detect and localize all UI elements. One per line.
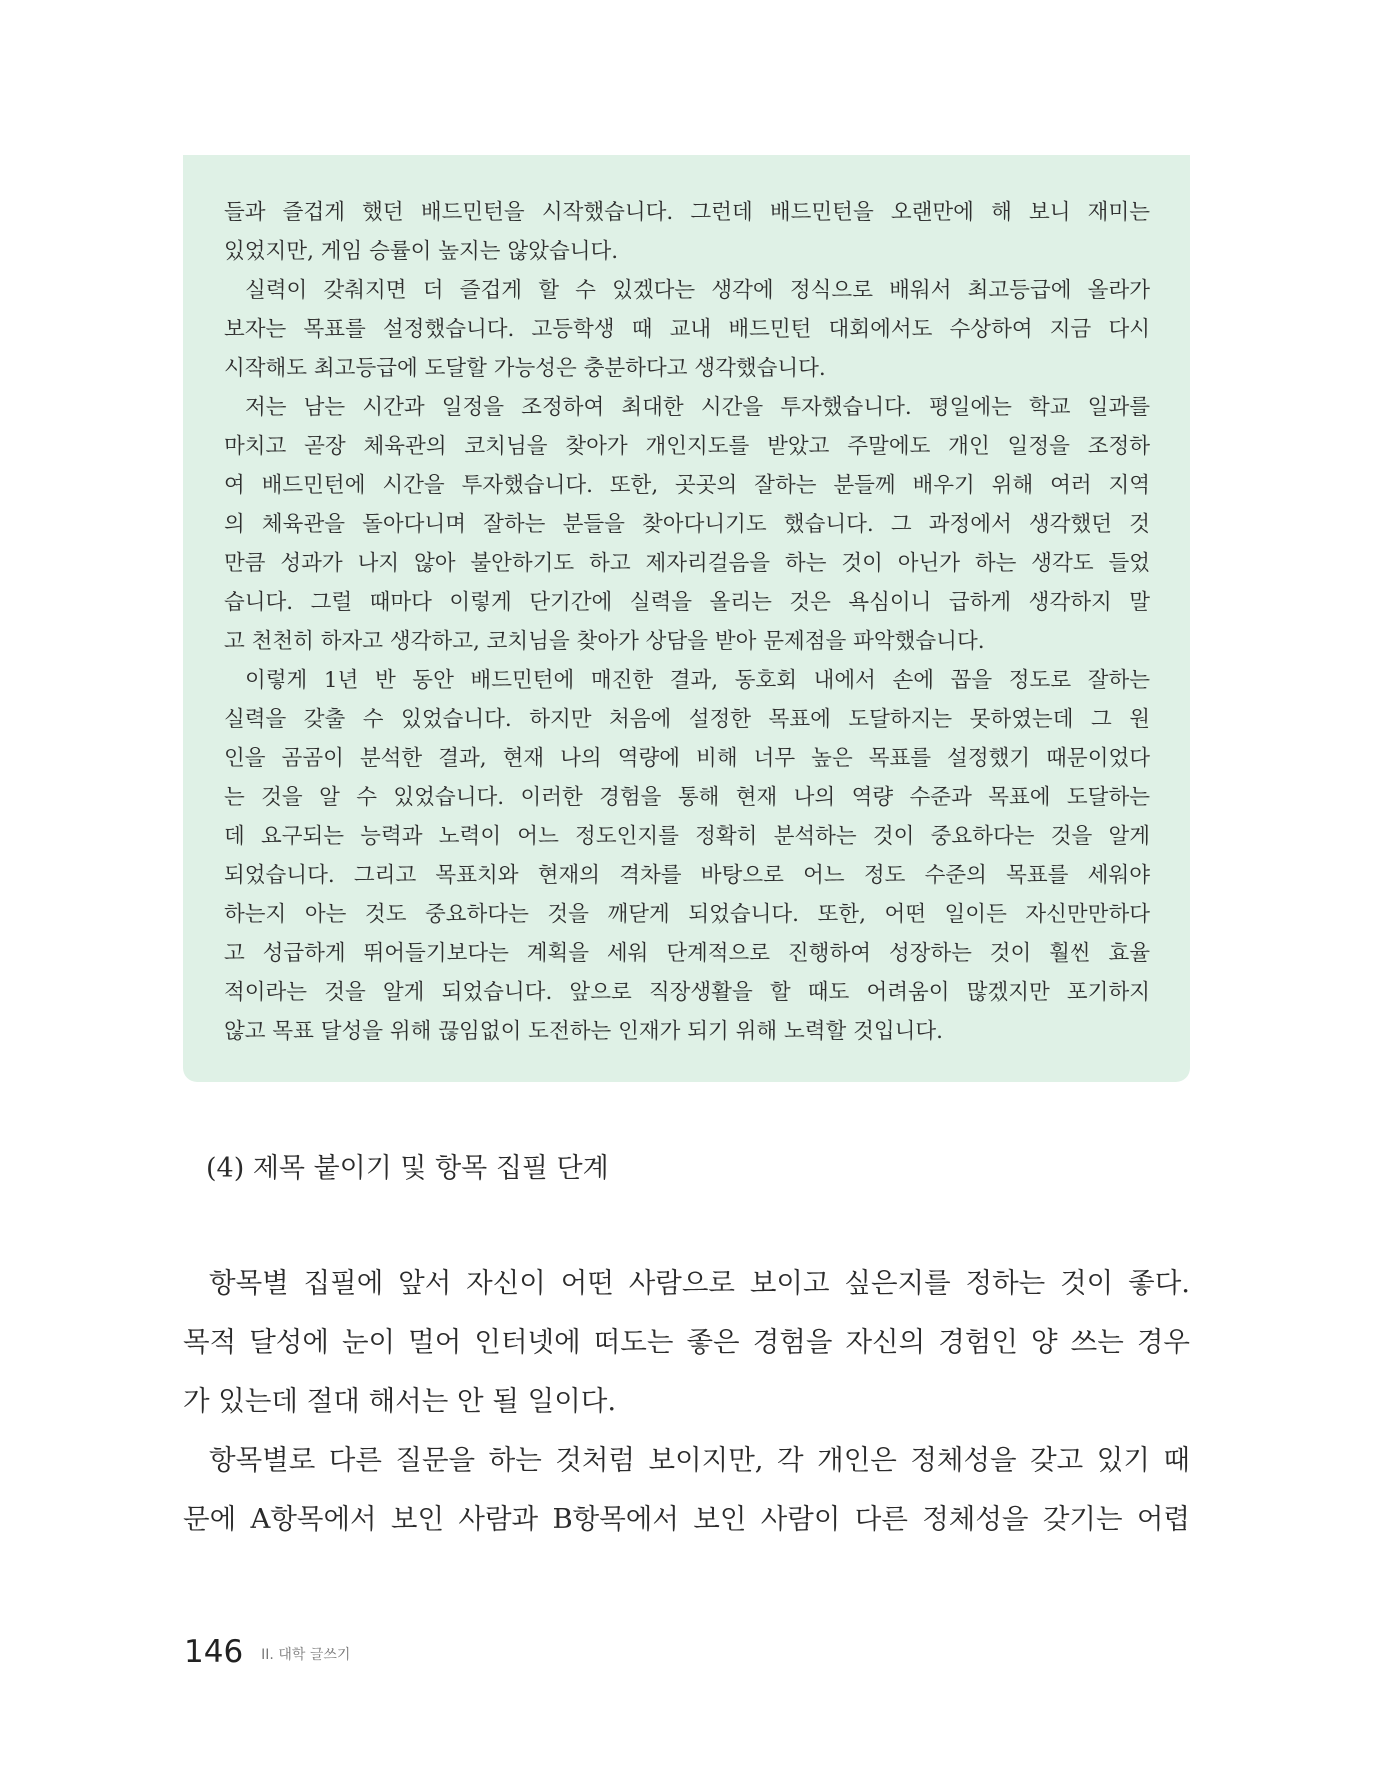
body-paragraphs: [183, 1254, 1190, 1549]
essay-line: 적이라는 것을 알게 되었습니다. 앞으로 직장생활을 할 때도 어려움이 많겠지만 포기하지: [224, 980, 1150, 1005]
body-line: 목적 달성에 눈이 멀어 인터넷에 떠도는 좋은 경험을 자신의 경험인 양 쓰는 경우: [183, 1326, 1190, 1358]
essay-line: 고 천천히 하자고 생각하고, 코치님을 찾아가 상담을 받아 문제점을 파악했습니다.: [224, 629, 985, 654]
essay-line: 실력을 갖출 수 있었습니다. 하지만 처음에 설정한 목표에 도달하지는 못하였는데 그 원: [224, 707, 1150, 732]
body-line: 문에 A항목에서 보인 사람과 B항목에서 보인 사람이 다른 정체성을 갖기는 어렵: [183, 1503, 1190, 1535]
essay-line: 있었지만, 게임 승률이 높지는 않았습니다.: [224, 239, 619, 264]
essay-line: 마치고 곧장 체육관의 코치님을 찾아가 개인지도를 받았고 주말에도 개인 일정을 조정하: [224, 434, 1150, 459]
essay-line: 보자는 목표를 설정했습니다. 고등학생 때 교내 배드민턴 대회에서도 수상하여 지금 다시: [224, 317, 1150, 342]
body-line: 항목별 집필에 앞서 자신이 어떤 사람으로 보이고 싶은지를 정하는 것이 좋다.: [209, 1267, 1190, 1299]
essay-line: 고 성급하게 뛰어들기보다는 계획을 세워 단계적으로 진행하여 성장하는 것이 훨씬 효율: [224, 941, 1150, 966]
example-essay-box: [183, 155, 1190, 1082]
body-line: 항목별로 다른 질문을 하는 것처럼 보이지만, 각 개인은 정체성을 갖고 있기 때: [209, 1444, 1190, 1476]
essay-line: 하는지 아는 것도 중요하다는 것을 깨닫게 되었습니다. 또한, 어떤 일이든 자신만만하다: [224, 902, 1150, 927]
essay-line: 이렇게 1년 반 동안 배드민턴에 매진한 결과, 동호회 내에서 손에 꼽을 정도로 잘하는: [245, 668, 1150, 693]
page-number: 146: [184, 1634, 244, 1670]
essay-line: 여 배드민턴에 시간을 투자했습니다. 또한, 곳곳의 잘하는 분들께 배우기 위해 여러 지역: [224, 473, 1150, 498]
essay-line: 인을 곰곰이 분석한 결과, 현재 나의 역량에 비해 너무 높은 목표를 설정했기 때문이었다: [224, 746, 1150, 771]
essay-line: 습니다. 그럴 때마다 이렇게 단기간에 실력을 올리는 것은 욕심이니 급하게 생각하지 말: [224, 590, 1150, 615]
essay-line: 데 요구되는 능력과 노력이 어느 정도인지를 정확히 분석하는 것이 중요하다는 것을 알게: [224, 824, 1150, 849]
page-footer: [184, 1632, 350, 1672]
essay-line: 는 것을 알 수 있었습니다. 이러한 경험을 통해 현재 나의 역량 수준과 목표에 도달하는: [224, 785, 1150, 810]
essay-line: 저는 남는 시간과 일정을 조정하여 최대한 시간을 투자했습니다. 평일에는 학교 일과를: [245, 395, 1150, 420]
essay-line: 되었습니다. 그리고 목표치와 현재의 격차를 바탕으로 어느 정도 수준의 목표를 세워야: [224, 863, 1150, 888]
essay-line: 실력이 갖춰지면 더 즐겁게 할 수 있겠다는 생각에 정식으로 배워서 최고등급에 올라가: [245, 278, 1150, 303]
essay-line: 시작해도 최고등급에 도달할 가능성은 충분하다고 생각했습니다.: [224, 356, 826, 381]
essay-line: 의 체육관을 돌아다니며 잘하는 분들을 찾아다니기도 했습니다. 그 과정에서 생각했던 것: [224, 512, 1150, 537]
section-heading: (4) 제목 붙이기 및 항목 집필 단계: [206, 1153, 609, 1184]
essay-line: 만큼 성과가 나지 않아 불안하기도 하고 제자리걸음을 하는 것이 아닌가 하는 생각도 들었: [224, 551, 1150, 576]
essay-line: 않고 목표 달성을 위해 끊임없이 도전하는 인재가 되기 위해 노력할 것입니다.: [224, 1019, 944, 1044]
chapter-title: II. 대학 글쓰기: [261, 1647, 351, 1663]
essay-line: 들과 즐겁게 했던 배드민턴을 시작했습니다. 그런데 배드민턴을 오랜만에 해 보니 재미는: [224, 200, 1150, 225]
body-line: 가 있는데 절대 해서는 안 될 일이다.: [183, 1385, 617, 1417]
